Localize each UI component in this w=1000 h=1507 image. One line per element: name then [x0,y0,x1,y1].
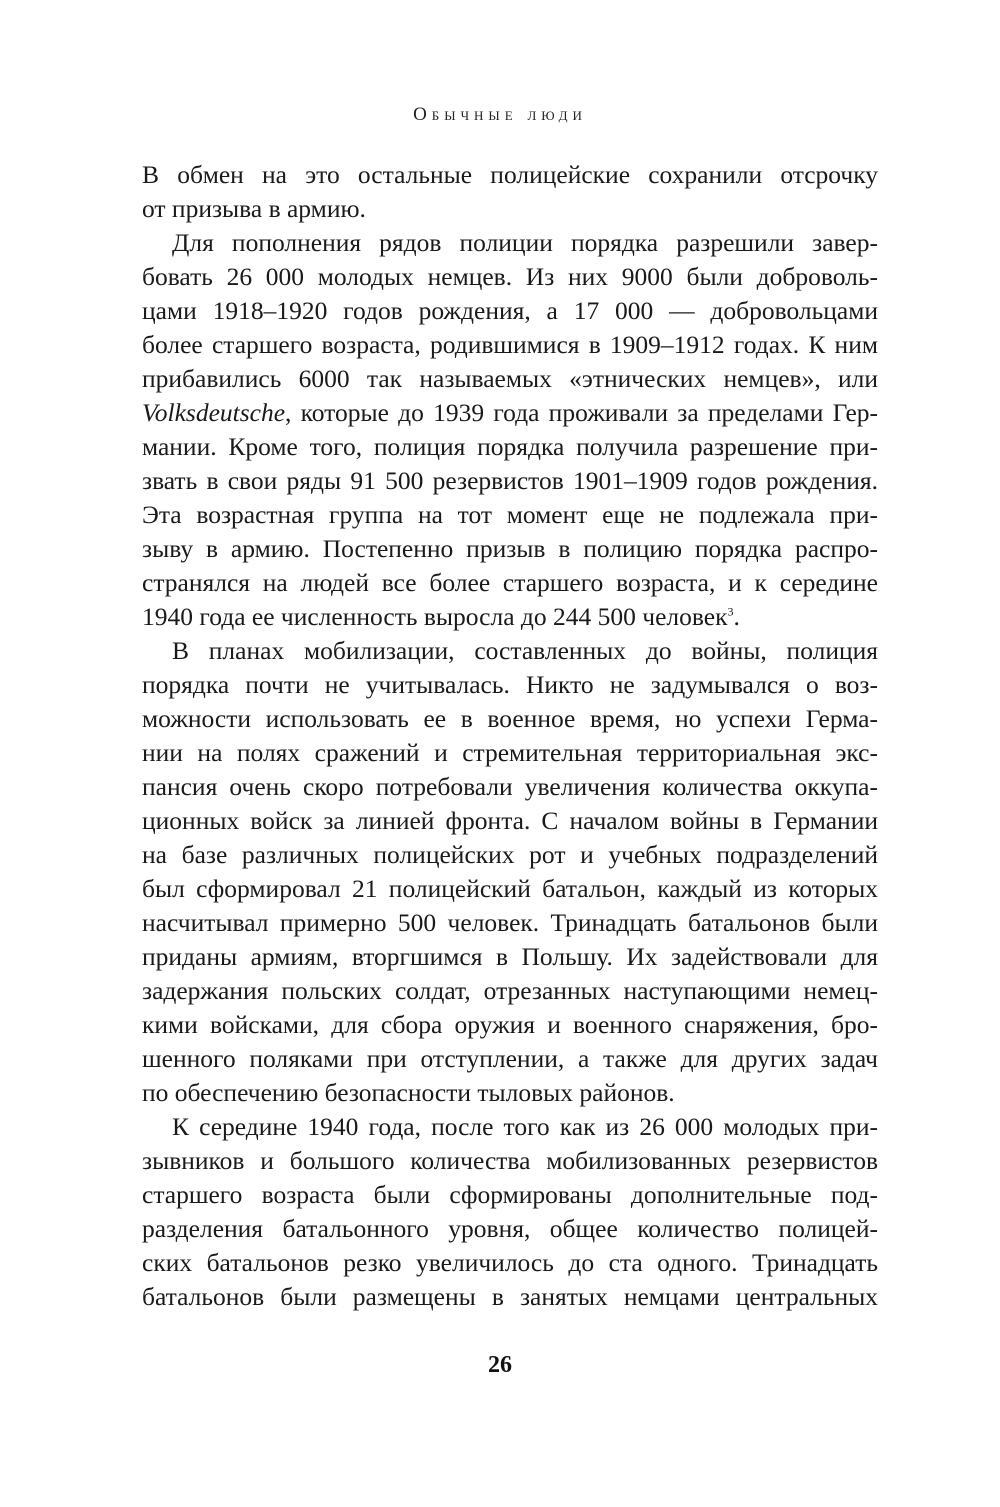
text-line: батальонов были размещены в занятых немцами центральных [142,1282,878,1311]
text-line: задержания польских солдат, отрезанных наступающими немец- [142,976,878,1005]
text-line: на базе различных полицейских рот и учебных подразделений [142,840,878,869]
text-line: зыву в армию. Постепенно призыв в полицию порядка распро- [142,534,878,563]
text-line: Для пополнения рядов полиции порядка разрешили завер- [172,228,878,257]
text-fragment: 1940 года ее численность выросла до 244 500 человек [142,602,728,631]
footnote-marker: 3 [727,604,734,619]
text-line: насчитывал примерно 500 человек. Тринадцать батальонов были [142,908,878,937]
text-line: можности использовать ее в военное время, но успехи Герма- [142,704,878,733]
italic-term: Volksdeutsche [142,398,286,427]
text-line: по обеспечению безопасности тыловых районов. [142,1078,675,1107]
text-line: был сформировал 21 полицейский батальон, каждый из которых [142,874,878,903]
body-text [142,158,878,1314]
text-line: странялся на людей все более старшего возраста, и к середине [142,568,878,597]
text-line: более старшего возраста, родившимися в 1909–1912 годах. К ним [142,330,878,359]
text-fragment: , которые до 1939 года проживали за пределами Гер- [285,398,878,427]
text-line: прибавились 6000 так называемых «этнических немцев», или [142,364,878,393]
text-line [142,396,878,430]
text-line: зывников и большого количества мобилизованных резервистов [142,1146,878,1175]
text-line: В обмен на это остальные полицейские сохранили отсрочку [142,160,878,189]
text-line: цами 1918–1920 годов рождения, а 17 000 — добровольцами [142,296,878,325]
text-line: мании. Кроме того, полиция порядка получила разрешение при- [142,432,878,461]
text-fragment: . [733,602,740,631]
text-line: приданы армиям, вторгшимся в Польшу. Их задействовали для [142,942,878,971]
text-line: В планах мобилизации, составленных до войны, полиция [172,636,878,665]
text-line: порядка почти не учитывалась. Никто не задумывался о воз- [142,670,878,699]
text-line: пансия очень скоро потребовали увеличения количества оккупа- [142,772,878,801]
page-number: 26 [488,1352,512,1378]
text-line [142,600,878,634]
text-line: старшего возраста были сформированы дополнительные под- [142,1180,878,1209]
text-line: шенного поляками при отступлении, а также для других задач [142,1044,878,1073]
text-line: бовать 26 000 молодых немцев. Из них 9000 были доброволь- [142,262,878,291]
text-line: звать в свои ряды 91 500 резервистов 1901–1909 годов рождения. [142,466,878,495]
text-line: нии на полях сражений и стремительная территориальная экс- [142,738,878,767]
text-line: Эта возрастная группа на тот момент еще не подлежала при- [142,500,878,529]
text-line: ских батальонов резко увеличилось до ста одного. Тринадцать [142,1248,878,1277]
text-line: от призыва в армию. [142,194,366,223]
running-title: Обычные люди [413,104,587,125]
text-line: К середине 1940 года, после того как из 26 000 молодых при- [172,1112,878,1141]
text-line: кими войсками, для сбора оружия и военного снаряжения, бро- [142,1010,878,1039]
text-line: ционных войск за линией фронта. С началом войны в Германии [142,806,878,835]
text-line: разделения батальонного уровня, общее количество полицей- [142,1214,878,1243]
